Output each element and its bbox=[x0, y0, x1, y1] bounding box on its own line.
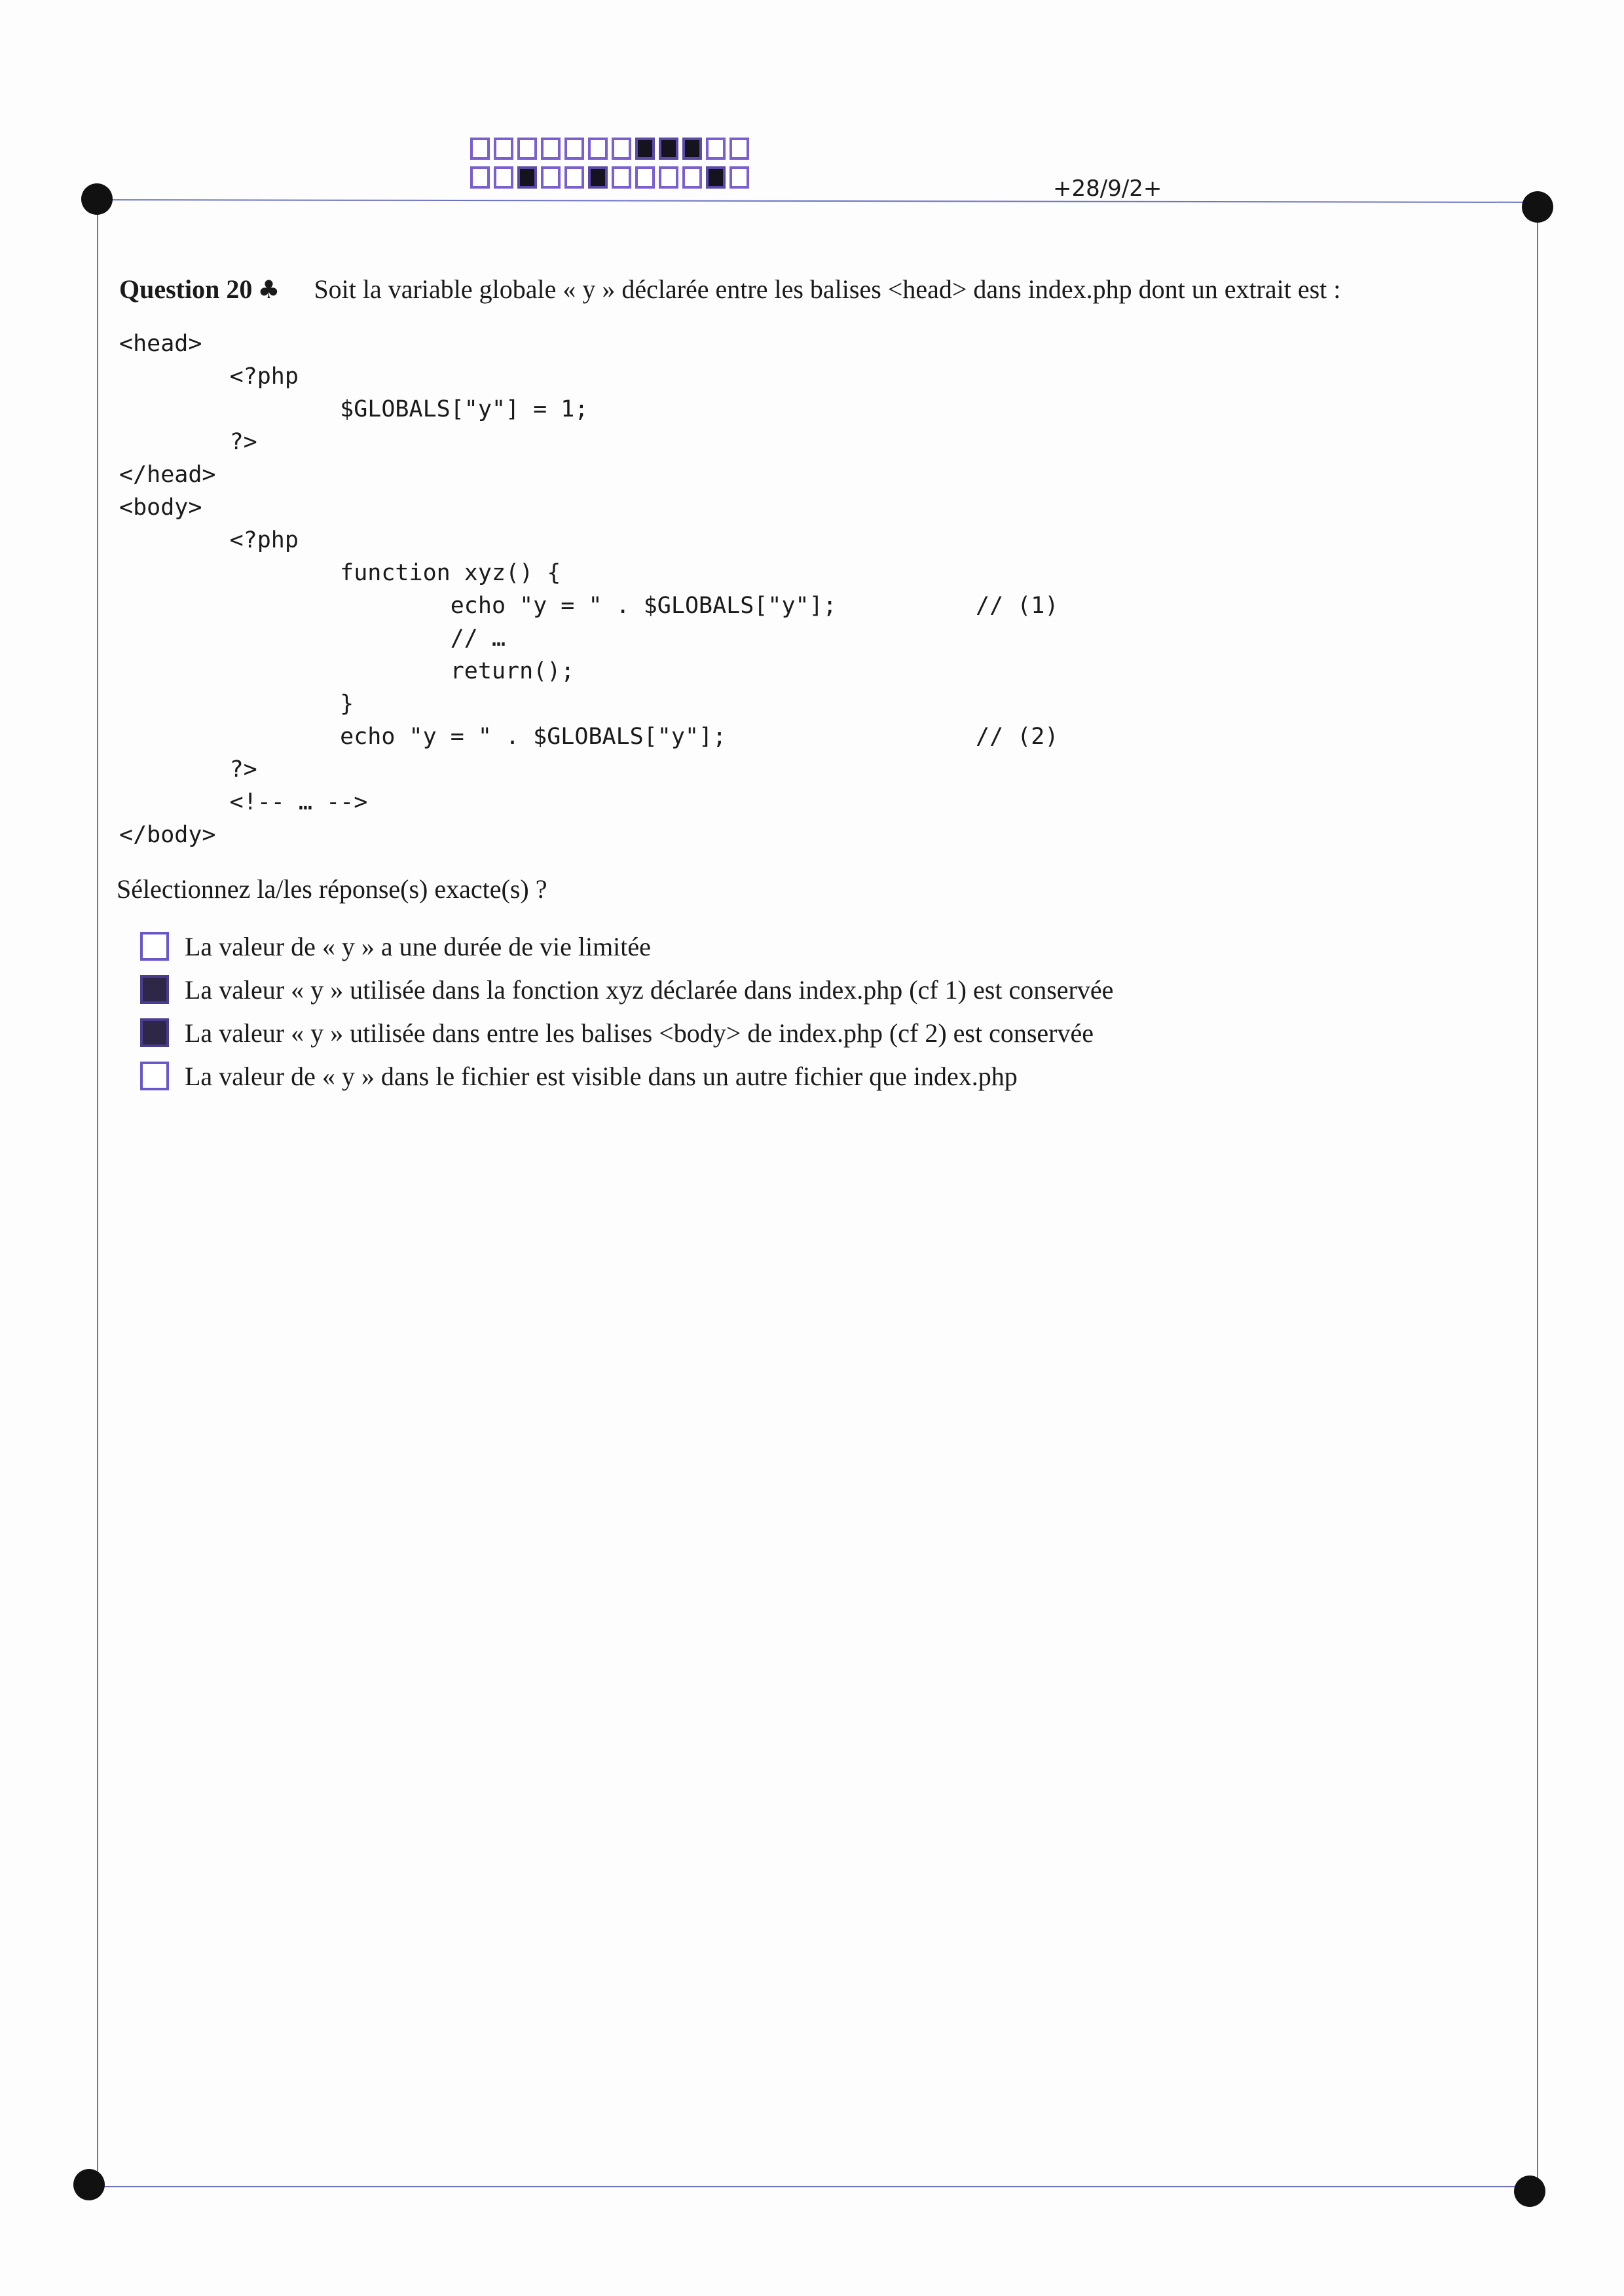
code-line: } bbox=[119, 691, 354, 717]
code-line: <head> bbox=[119, 331, 202, 357]
question-text: Soit la variable globale « y » déclarée entre les balises <head> dans index.php dont un extrait est : bbox=[314, 274, 1341, 304]
code-bit-box bbox=[494, 166, 513, 189]
code-bit-box bbox=[612, 166, 631, 189]
code-line: $GLOBALS["y"] = 1; bbox=[119, 396, 589, 422]
code-comment-1: // (1) bbox=[976, 593, 1059, 619]
answer-choice[interactable] bbox=[140, 968, 1113, 1011]
binary-id-code bbox=[470, 138, 749, 189]
question-label: Question 20 bbox=[119, 274, 253, 304]
code-bit-box bbox=[470, 138, 490, 160]
answer-choice-text: La valeur « y » utilisée dans la fonction xyz déclarée dans index.php (cf 1) est conservée bbox=[185, 974, 1114, 1005]
corner-marker-bottom-left bbox=[73, 2169, 105, 2200]
code-line: function xyz() { bbox=[119, 560, 561, 586]
code-bit-box bbox=[682, 166, 702, 189]
answer-prompt: Sélectionnez la/les réponse(s) exacte(s) ? bbox=[117, 874, 547, 904]
code-line: echo "y = " . $GLOBALS["y"]; bbox=[119, 593, 837, 619]
answer-checkbox[interactable] bbox=[140, 1062, 169, 1090]
code-line: </body> bbox=[119, 822, 216, 848]
code-bit-box bbox=[659, 166, 678, 189]
binary-code-row-1 bbox=[470, 138, 749, 160]
answer-choice-text: La valeur de « y » dans le fichier est visible dans un autre fichier que index.php bbox=[185, 1061, 1018, 1091]
answer-choice-text: La valeur « y » utilisée dans entre les balises <body> de index.php (cf 2) est conservée bbox=[185, 1018, 1094, 1048]
answer-choice[interactable] bbox=[140, 1011, 1113, 1054]
code-line: <?php bbox=[119, 527, 299, 553]
code-bit-box bbox=[470, 166, 490, 189]
binary-code-row-2 bbox=[470, 166, 749, 189]
code-bit-box bbox=[564, 166, 584, 189]
code-bit-box bbox=[541, 138, 561, 160]
code-line: ?> bbox=[119, 756, 257, 783]
code-bit-box bbox=[612, 138, 631, 160]
code-bit-box bbox=[729, 166, 749, 189]
corner-marker-top-left bbox=[81, 183, 113, 215]
answer-choice[interactable] bbox=[140, 925, 1113, 968]
code-line: <!-- … --> bbox=[119, 789, 368, 815]
frame-top-line bbox=[98, 199, 1536, 203]
code-line: echo "y = " . $GLOBALS["y"]; bbox=[119, 724, 727, 750]
code-line: return(); bbox=[119, 658, 575, 684]
answer-checkbox[interactable] bbox=[140, 975, 169, 1004]
code-bit-box bbox=[682, 138, 702, 160]
code-bit-box bbox=[729, 138, 749, 160]
code-bit-box bbox=[517, 166, 537, 189]
code-bit-box bbox=[588, 166, 608, 189]
frame-left-line bbox=[97, 203, 98, 2187]
answer-choice-text: La valeur de « y » a une durée de vie limitée bbox=[185, 931, 651, 961]
page-id: +28/9/2+ bbox=[1053, 176, 1162, 202]
frame-right-line bbox=[1537, 208, 1538, 2193]
code-bit-box bbox=[517, 138, 537, 160]
code-comment-2: // (2) bbox=[976, 724, 1059, 750]
answer-checkbox[interactable] bbox=[140, 1018, 169, 1047]
code-bit-box bbox=[564, 138, 584, 160]
code-bit-box bbox=[659, 138, 678, 160]
club-icon: ♣ bbox=[257, 275, 280, 304]
answer-choices bbox=[140, 925, 1113, 1098]
code-bit-box bbox=[541, 166, 561, 189]
code-line: <body> bbox=[119, 494, 202, 521]
answer-choice[interactable] bbox=[140, 1054, 1113, 1098]
answer-checkbox[interactable] bbox=[140, 932, 169, 961]
corner-marker-top-right bbox=[1522, 191, 1553, 223]
code-bit-box bbox=[635, 138, 655, 160]
code-line: </head> bbox=[119, 462, 216, 488]
frame-bottom-line bbox=[90, 2186, 1528, 2187]
code-bit-box bbox=[635, 166, 655, 189]
code-line: // … bbox=[119, 625, 506, 652]
code-block bbox=[119, 327, 837, 851]
code-bit-box bbox=[494, 138, 513, 160]
code-line: <?php bbox=[119, 363, 299, 390]
corner-marker-bottom-right bbox=[1514, 2176, 1545, 2207]
code-bit-box bbox=[706, 138, 726, 160]
code-line: ?> bbox=[119, 429, 257, 455]
code-bit-box bbox=[706, 166, 726, 189]
question-header bbox=[119, 274, 1521, 305]
code-bit-box bbox=[588, 138, 608, 160]
